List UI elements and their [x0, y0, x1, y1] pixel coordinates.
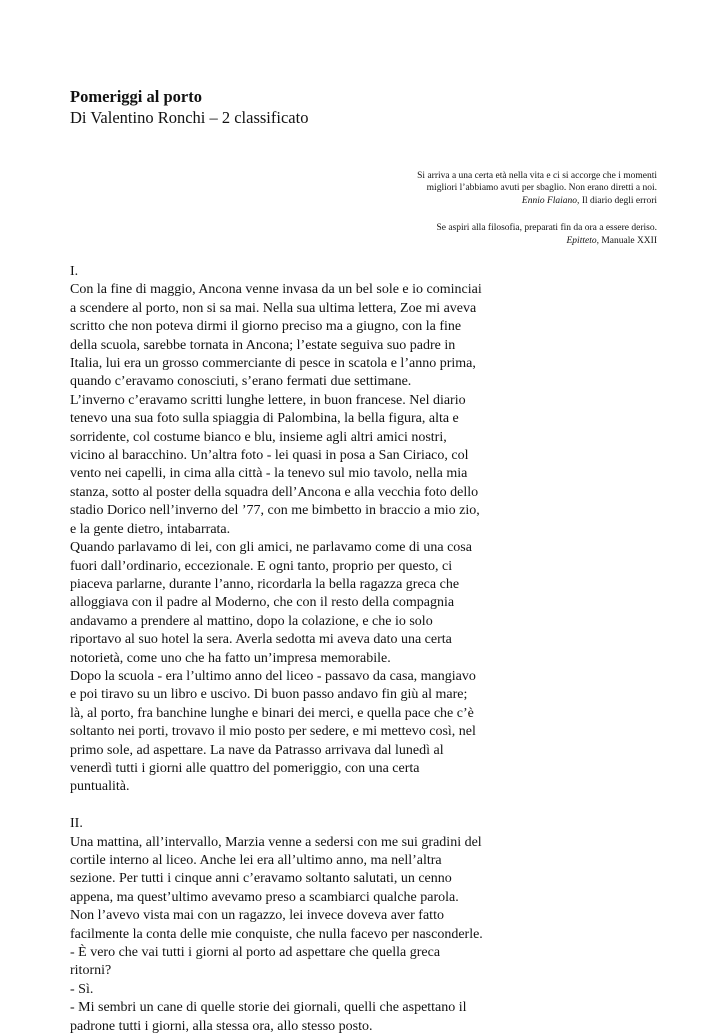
section-gap: [70, 797, 500, 815]
epigraph-line: Si arriva a una certa età nella vita e ci si accorge che i momenti: [417, 171, 657, 181]
body-line: andavamo a prendere al mattino, dopo la colazione, e che io solo: [70, 613, 433, 629]
title-block: [70, 86, 570, 128]
epigraph-source: Manuale XXII: [598, 235, 657, 246]
body-line: Con la fine di maggio, Ancona venne invasa da un bel sole e io cominciai: [70, 282, 482, 298]
body-line: alloggiava con il padre al Moderno, che con il resto della compagnia: [70, 595, 455, 611]
body-line: facilmente la conta delle mie conquiste, che nulla facevo per nasconderle.: [70, 926, 483, 942]
body-line: ritorni?: [70, 963, 112, 979]
body-line: quando c’eravamo conosciuti, s’erano fermati due settimane.: [70, 374, 412, 390]
epigraphs: [337, 170, 657, 262]
epigraph-author: Ennio Flaiano,: [521, 195, 580, 206]
body-line: L’inverno c’eravamo scritti lunghe lettere, in buon francese. Nel diario: [70, 392, 466, 408]
body-line: - Sì.: [70, 981, 94, 997]
story-body: [70, 263, 500, 1036]
body-line: sorridente, col costume bianco e blu, insieme agli altri amici nostri,: [70, 429, 447, 445]
body-line: là, al porto, fra banchine lunghe e binari dei merci, e quella pace che c’è: [70, 705, 474, 721]
body-line: della scuola, sarebbe tornata in Ancona; l’estate seguiva suo padre in: [70, 337, 456, 353]
body-line: - Mi sembri un cane di quelle storie dei giornali, quelli che aspettano il: [70, 1000, 467, 1016]
body-line: stadio Dorico nell’inverno del ’77, con me bimbetto in braccio a mio zio,: [70, 503, 480, 519]
body-line: stanza, sotto al poster della squadra dell’Ancona e alla vecchia foto dello: [70, 484, 479, 500]
body-line: sezione. Per tutti i cinque anni c’eravamo soltanto salutati, un cenno: [70, 871, 452, 887]
epigraph-line: Se aspiri alla filosofia, preparati fin da ora a essere deriso.: [436, 223, 657, 234]
epigraph-line: migliori l’abbiamo avuti per sbaglio. Non erano diretti a noi.: [426, 183, 657, 194]
body-line: vento nei capelli, in cima alla città - la tenevo sul mio tavolo, nella mia: [70, 466, 468, 482]
body-line: Non l’avevo vista mai con un ragazzo, lei invece doveva aver fatto: [70, 908, 444, 924]
body-line: venerdì tutti i giorni alle quattro del pomeriggio, con una certa: [70, 760, 420, 776]
epigraph-flaiano: [337, 170, 657, 207]
body-line: padrone tutti i giorni, alla stessa ora, allo stesso posto.: [70, 1018, 373, 1034]
body-line: Dopo la scuola - era l’ultimo anno del liceo - passavo da casa, mangiavo: [70, 668, 476, 684]
story-author-line: Di Valentino Ronchi – 2 classificato: [70, 108, 309, 127]
body-line: puntualità.: [70, 779, 130, 795]
body-line: Una mattina, all’intervallo, Marzia venne a sedersi con me sui gradini del: [70, 834, 482, 850]
body-line: soltanto nei porti, trovavo il mio posto per sedere, e mi mettevo così, nel: [70, 724, 476, 740]
epigraph-attribution: [337, 195, 657, 207]
body-line: vicino al baracchino. Un’altra foto - lei quasi in posa a San Ciriaco, col: [70, 448, 469, 464]
body-line: fuori dall’ordinario, eccezionale. E ogni tanto, proprio per questo, ci: [70, 558, 453, 574]
body-line: appena, ma quest’ultimo avevamo preso a scambiarci qualche parola.: [70, 889, 459, 905]
body-line: - È vero che vai tutti i giorni al porto ad aspettare che quella greca: [70, 945, 441, 961]
body-line: Quando parlavamo di lei, con gli amici, ne parlavamo come di una cosa: [70, 540, 472, 556]
epigraph-attribution: [337, 235, 657, 247]
body-line: a scendere al porto, non si sa mai. Nella sua ultima lettera, Zoe mi aveva: [70, 300, 477, 316]
story-title: Pomeriggi al porto: [70, 87, 202, 106]
epigraph-source: Il diario degli errori: [579, 195, 657, 206]
body-line: Italia, lui era un grosso commerciante di pesce in scatola e l’anno prima,: [70, 356, 476, 372]
section-numeral: II.: [70, 816, 83, 832]
body-line: scritto che non poteva dirmi il giorno preciso ma a giugno, con la fine: [70, 319, 462, 335]
body-line: primo sole, ad aspettare. La nave da Patrasso arrivava dal lunedì al: [70, 742, 444, 758]
body-line: e poi tiravo su un libro e uscivo. Di buon passo andavo fin giù al mare;: [70, 687, 468, 703]
epigraph-author: Epitteto,: [566, 235, 599, 246]
body-line: riportavo al suo hotel la sera. Averla sedotta mi aveva dato una certa: [70, 632, 452, 648]
body-line: piaceva parlarne, durante l’anno, ricordarla la bella ragazza greca che: [70, 576, 460, 592]
section-numeral: I.: [70, 264, 79, 279]
epigraph-epitteto: [337, 222, 657, 247]
body-line: cortile interno al liceo. Anche lei era all’ultimo anno, ma nell’altra: [70, 852, 442, 868]
body-line: tenevo una sua foto sulla spiaggia di Palombina, la bella figura, alta e: [70, 411, 459, 427]
body-line: notorietà, come uno che ha fatto un’impresa memorabile.: [70, 650, 391, 666]
body-line: e la gente dietro, intabarrata.: [70, 521, 231, 537]
